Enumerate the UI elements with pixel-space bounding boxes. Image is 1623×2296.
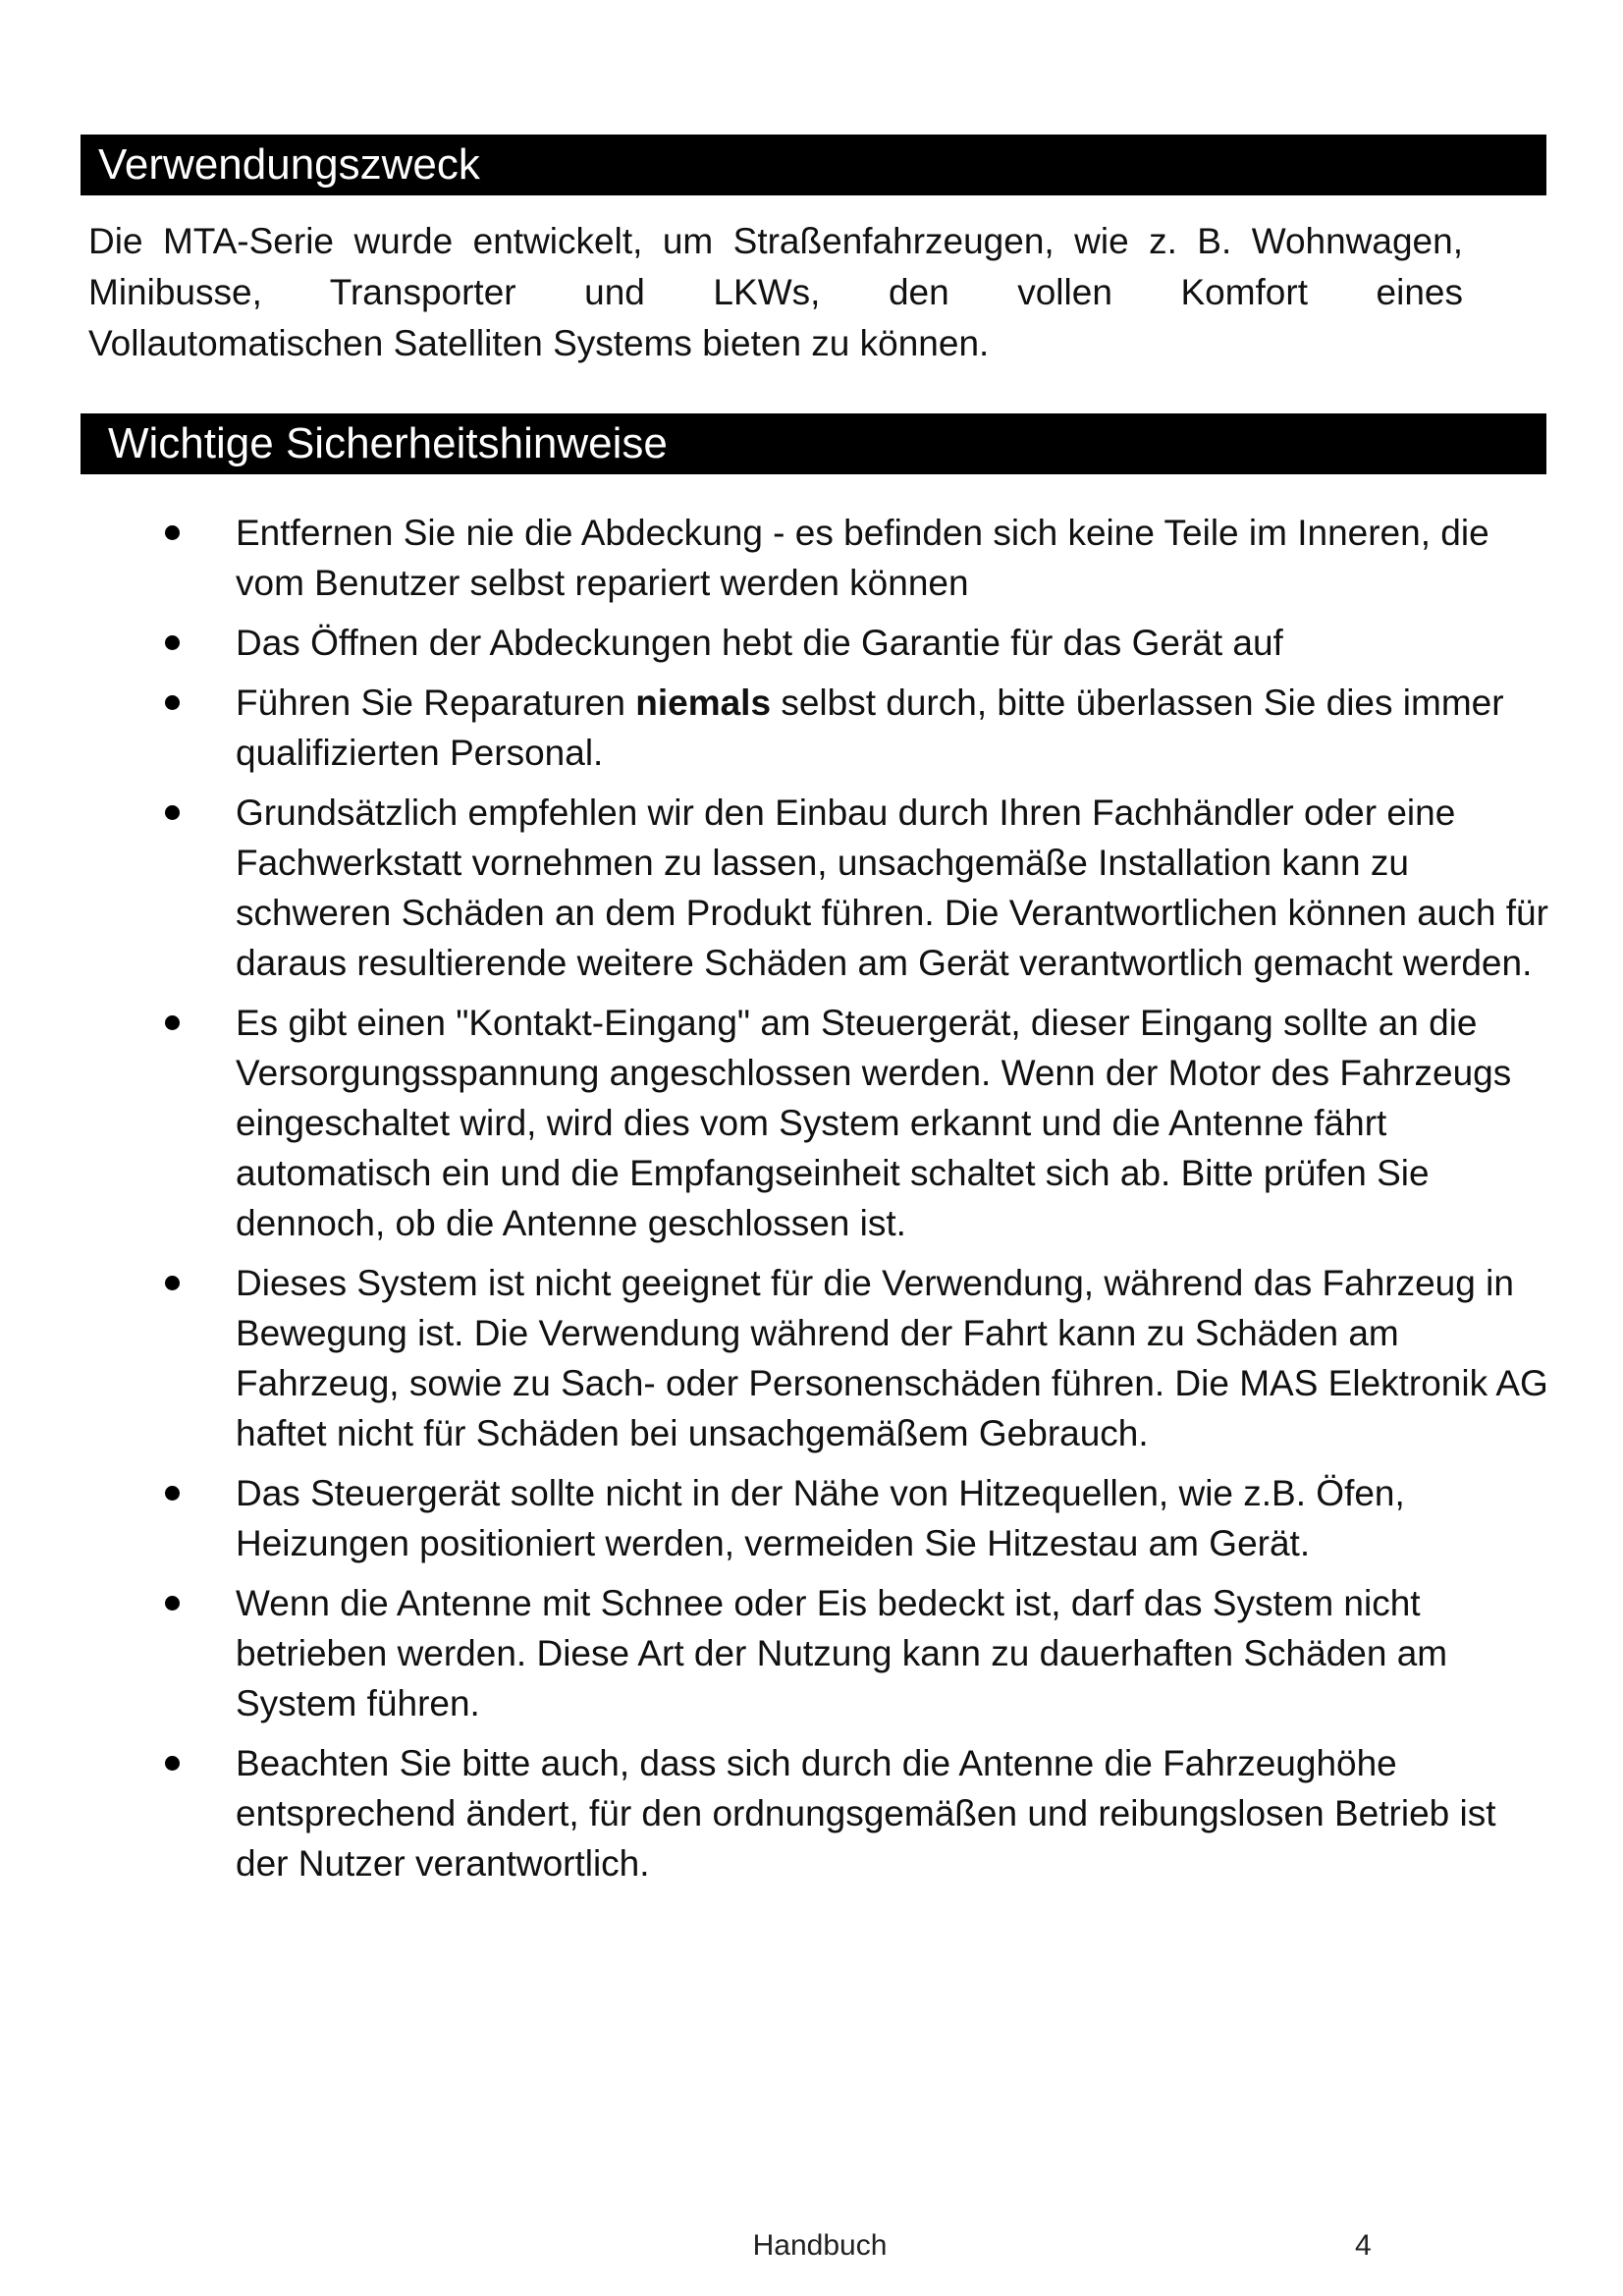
list-item-text: Dieses System ist nicht geeignet für die Verwendung, während das Fahrzeug in Bewegung ist. Die Verwendung während der Fahrt kann zu Schäden am Fahrzeug, sowie zu Sach- oder Personenschäden führen. Die MAS Elektronik AG haftet nicht für Schäden bei unsachgemäßem Gebrauch. bbox=[236, 1263, 1548, 1453]
list-item bbox=[157, 508, 1551, 608]
safety-list bbox=[157, 508, 1551, 1898]
bullet-icon bbox=[165, 805, 180, 820]
purpose-paragraph bbox=[88, 216, 1463, 369]
list-item bbox=[157, 618, 1551, 668]
bullet-icon bbox=[165, 525, 180, 540]
bullet-icon bbox=[165, 1596, 180, 1611]
list-item-text: Es gibt einen "Kontakt-Eingang" am Steuergerät, dieser Eingang sollte an die Versorgungsspannung angeschlossen werden. Wenn der Motor des Fahrzeugs eingeschaltet wird, wird dies vom System erkannt und die Antenne fährt automatisch ein und die Empfangseinheit schaltet sich ab. Bitte prüfen Sie dennoch, ob die Antenne geschlossen ist. bbox=[236, 1003, 1512, 1243]
bullet-icon bbox=[165, 695, 180, 710]
list-item-text: Grundsätzlich empfehlen wir den Einbau durch Ihren Fachhändler oder eine Fachwerkstatt vornehmen zu lassen, unsachgemäße Installation kann zu schweren Schäden an dem Produkt führen. Die Verantwortlichen können auch für daraus resultierende weitere Schäden am Gerät verantwortlich gemacht werden. bbox=[236, 793, 1548, 983]
bullet-icon bbox=[165, 1486, 180, 1501]
list-item bbox=[157, 1578, 1551, 1728]
list-item-text: Beachten Sie bitte auch, dass sich durch die Antenne die Fahrzeughöhe entsprechend ändert, für den ordnungsgemäßen und reibungslosen Betrieb ist der Nutzer verantwortlich. bbox=[236, 1743, 1496, 1884]
emphasis-never: niemals bbox=[635, 683, 772, 723]
list-item-text: Wenn die Antenne mit Schnee oder Eis bedeckt ist, darf das System nicht betrieben werden. Diese Art der Nutzung kann zu dauerhaften Schäden am System führen. bbox=[236, 1583, 1448, 1723]
list-item-text-before: Führen Sie Reparaturen bbox=[236, 683, 636, 723]
list-item bbox=[157, 1468, 1551, 1568]
list-item bbox=[157, 1738, 1551, 1888]
bullet-icon bbox=[165, 1276, 180, 1290]
list-item bbox=[157, 998, 1551, 1248]
list-item-text: Entfernen Sie nie die Abdeckung - es befinden sich keine Teile im Inneren, die vom Benutzer selbst repariert werden können bbox=[236, 513, 1489, 603]
bullet-icon bbox=[165, 1015, 180, 1030]
purpose-line: Vollautomatischen Satelliten Systems bieten zu können. bbox=[88, 323, 990, 363]
bullet-icon bbox=[165, 1756, 180, 1771]
list-item bbox=[157, 1258, 1551, 1458]
bullet-icon bbox=[165, 635, 180, 650]
list-item-text-after: selbst durch, bitte überlassen Sie dies immer qualifizierten Personal. bbox=[236, 683, 1504, 773]
purpose-line: Die MTA-Serie wurde entwickelt, um Straßenfahrzeugen, wie z. B. Wohnwagen, bbox=[88, 221, 1463, 261]
list-item bbox=[157, 788, 1551, 988]
section-heading-safety: Wichtige Sicherheitshinweise bbox=[81, 413, 1546, 474]
list-item-text bbox=[236, 683, 1504, 773]
page-number: 4 bbox=[1355, 2229, 1372, 2262]
purpose-line: Minibusse, Transporter und LKWs, den vollen Komfort eines bbox=[88, 272, 1463, 312]
list-item bbox=[157, 678, 1551, 778]
list-item-text: Das Steuergerät sollte nicht in der Nähe von Hitzequellen, wie z.B. Öfen, Heizungen positioniert werden, vermeiden Sie Hitzestau am Gerät. bbox=[236, 1473, 1405, 1563]
list-item-text: Das Öffnen der Abdeckungen hebt die Garantie für das Gerät auf bbox=[236, 623, 1283, 663]
section-heading-purpose: Verwendungszweck bbox=[81, 135, 1546, 195]
footer-manual-title: Handbuch bbox=[752, 2229, 888, 2262]
